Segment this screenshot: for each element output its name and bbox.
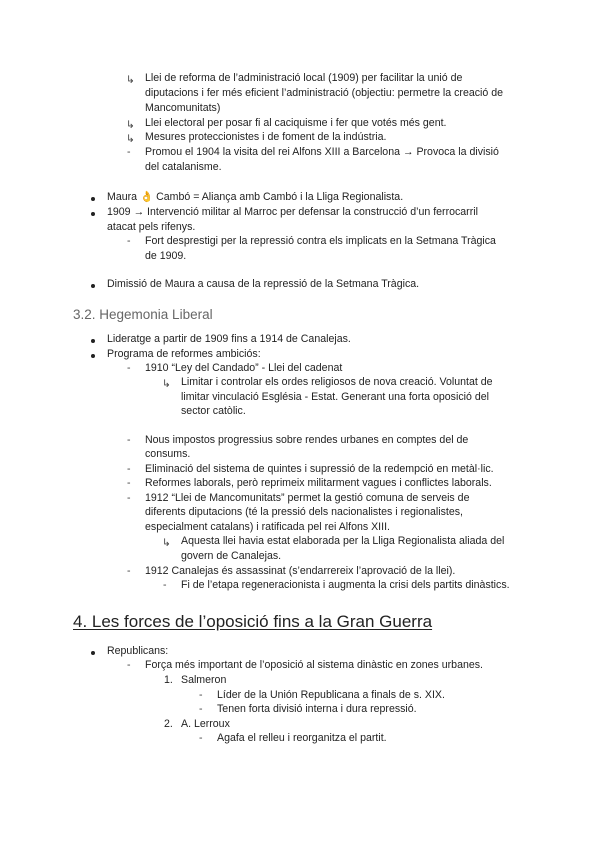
list-item-line: Llei electoral per posar fi al caciquisme i fer que votés més gent.: [145, 117, 447, 129]
list-number: 2.: [164, 718, 173, 730]
dash-bullet: -: [127, 659, 131, 671]
bullet-dot: [91, 197, 95, 201]
list-item-line: Eliminació del sistema de quintes i supressió de la redempció en metàl·lic.: [145, 463, 494, 475]
list-item-line: 1912 Canalejas és assassinat (s’endarrereix l’aprovació de la llei).: [145, 565, 456, 577]
dash-bullet: -: [199, 732, 203, 744]
list-item-line: Líder de la Unión Republicana a finals de s. XIX.: [217, 689, 445, 701]
dash-bullet: -: [163, 579, 167, 591]
list-item-line: Mesures proteccionistes i de foment de la indústria.: [145, 131, 387, 143]
dash-bullet: -: [127, 463, 131, 475]
list-item-line: Maura 👌 Cambó = Aliança amb Cambó i la Lliga Regionalista.: [107, 191, 404, 203]
arrow-bullet-icon: ↳: [126, 119, 135, 131]
list-item-line: 1910 “Ley del Candado” - Llei del cadenat: [145, 362, 343, 374]
list-item-line: Tenen forta divisió interna i dura repressió.: [217, 703, 417, 715]
dash-bullet: -: [127, 492, 131, 504]
list-item-line: govern de Canalejas.: [181, 550, 282, 562]
dash-bullet: -: [127, 235, 131, 247]
list-item-line: Reformes laborals, però reprimeix militarment vagues i conflictes laborals.: [145, 477, 492, 489]
list-item-line: 1912 “Llei de Mancomunitats” permet la gestió comuna de serveis de: [145, 492, 470, 504]
list-item-line: Fort desprestigi per la repressió contra els implicats en la Setmana Tràgica: [145, 235, 496, 247]
dash-bullet: -: [127, 565, 131, 577]
bullet-dot: [91, 354, 95, 358]
bullet-dot: [91, 339, 95, 343]
list-item-line: Aquesta llei havia estat elaborada per la Lliga Regionalista aliada del: [181, 535, 505, 547]
list-item-line: Fi de l’etapa regeneracionista i augmenta la crisi dels partits dinàstics.: [181, 579, 510, 591]
dash-bullet: -: [199, 689, 203, 701]
dash-bullet: -: [127, 146, 131, 158]
list-item-line: Republicans:: [107, 645, 169, 657]
list-item-line: del catalanisme.: [145, 161, 222, 173]
list-item-line: Força més important de l’oposició al sistema dinàstic en zones urbanes.: [145, 659, 483, 671]
list-item-line: especialment catalans) i ratificada pel rei Alfons XIII.: [145, 521, 390, 533]
list-item-line: Promou el 1904 la visita del rei Alfons XIII a Barcelona → Provoca la divisió: [145, 146, 499, 158]
list-item-line: Llei de reforma de l’administració local (1909) per facilitar la unió de: [145, 72, 463, 84]
dash-bullet: -: [127, 362, 131, 374]
section-heading: 4. Les forces de l’oposició fins a la Gran Guerra: [73, 612, 433, 631]
dash-bullet: -: [127, 434, 131, 446]
list-item-line: Agafa el relleu i reorganitza el partit.: [217, 732, 387, 744]
bullet-dot: [91, 651, 95, 655]
list-item-line: Nous impostos progressius sobre rendes urbanes en comptes del de: [145, 434, 469, 446]
list-item-line: sector catòlic.: [181, 405, 246, 417]
list-number: 1.: [164, 674, 173, 686]
bullet-dot: [91, 212, 95, 216]
dash-bullet: -: [199, 703, 203, 715]
list-item-line: diputacions i fer més eficient l’administració (objectiu: permetre la creació de: [145, 87, 503, 99]
list-item-line: Dimissió de Maura a causa de la repressió de la Setmana Tràgica.: [107, 278, 420, 290]
bullet-dot: [91, 284, 95, 288]
section-heading: 3.2. Hegemonia Liberal: [73, 307, 213, 322]
arrow-bullet-icon: ↳: [162, 537, 171, 549]
list-item-line: consums.: [145, 448, 191, 460]
arrow-bullet-icon: ↳: [126, 133, 135, 145]
list-item-line: atacat pels rifenys.: [107, 221, 196, 233]
arrow-bullet-icon: ↳: [162, 378, 171, 390]
list-item-line: Programa de reformes ambiciós:: [107, 348, 261, 360]
list-item-line: limitar vinculació Església - Estat. Generant una forta oposició del: [181, 391, 489, 403]
list-item-line: diferents diputacions (té la pressió dels nacionalistes i regionalistes,: [145, 506, 463, 518]
dash-bullet: -: [127, 477, 131, 489]
list-item-line: Lideratge a partir de 1909 fins a 1914 de Canalejas.: [107, 333, 351, 345]
list-item-line: Salmeron: [181, 674, 227, 686]
list-item-line: A. Lerroux: [181, 718, 230, 730]
list-item-line: Mancomunitats): [145, 102, 221, 114]
list-item-line: de 1909.: [145, 250, 187, 262]
arrow-bullet-icon: ↳: [126, 74, 135, 86]
list-item-line: 1909 → Intervenció militar al Marroc per defensar la construcció d’un ferrocarril: [107, 206, 478, 218]
list-item-line: Limitar i controlar els ordes religiosos de nova creació. Voluntat de: [181, 376, 493, 388]
